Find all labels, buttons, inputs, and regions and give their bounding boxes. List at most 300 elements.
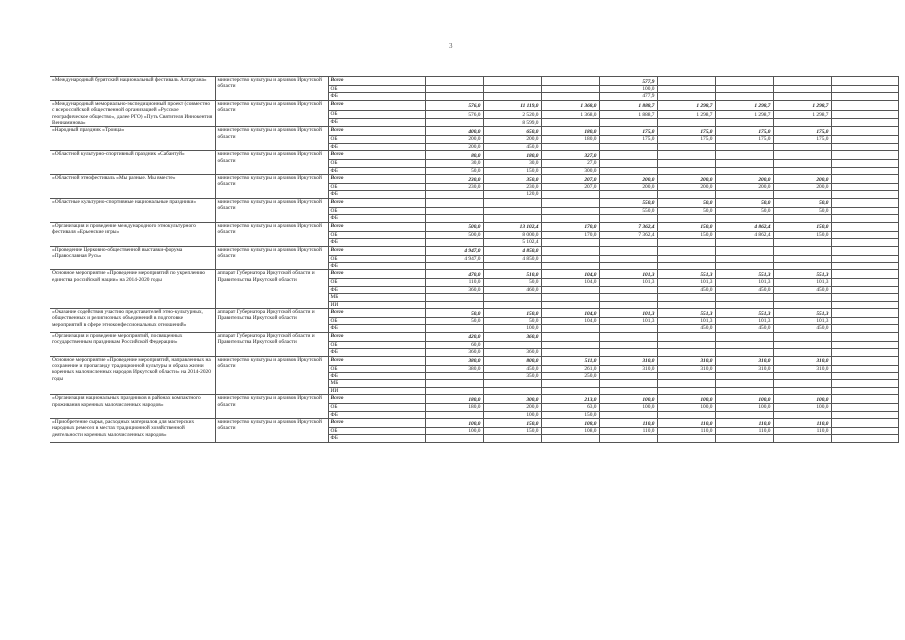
amount-cell: 104,0: [541, 308, 599, 317]
amount-cell: [599, 387, 657, 394]
amount-cell: [599, 349, 657, 356]
amount-cell: [483, 93, 541, 100]
amount-cell: 310,0: [773, 365, 831, 372]
amount-cell: [773, 380, 831, 387]
funding-source: ОБ: [328, 317, 425, 324]
amount-cell: [831, 151, 898, 160]
amount-cell: 511,0: [541, 356, 599, 365]
funding-source: ФБ: [328, 191, 425, 198]
amount-cell: [541, 246, 599, 255]
amount-cell: 4 850,0: [483, 255, 541, 262]
amount-cell: 450,0: [483, 365, 541, 372]
amount-cell: 150,0: [541, 411, 599, 418]
amount-cell: [483, 215, 541, 222]
amount-cell: [541, 301, 599, 308]
funding-source: ФБ: [328, 411, 425, 418]
amount-cell: 650,0: [483, 127, 541, 136]
amount-cell: [425, 387, 483, 394]
amount-cell: [425, 77, 483, 86]
amount-cell: 1 368,0: [541, 100, 599, 110]
amount-cell: 50,0: [425, 317, 483, 324]
amount-cell: [425, 411, 483, 418]
amount-cell: [831, 286, 898, 293]
table-row: [50, 332, 898, 341]
amount-cell: 101,3: [599, 317, 657, 324]
amount-cell: 150,0: [773, 231, 831, 238]
amount-cell: [831, 222, 898, 231]
amount-cell: [425, 93, 483, 100]
amount-cell: 30,0: [483, 160, 541, 167]
amount-cell: [831, 308, 898, 317]
amount-cell: 200,0: [599, 184, 657, 191]
funding-source: ОБ: [328, 184, 425, 191]
amount-cell: [541, 349, 599, 356]
amount-cell: [773, 349, 831, 356]
amount-cell: 110,0: [715, 419, 773, 428]
amount-cell: 551,3: [715, 270, 773, 279]
amount-cell: 310,0: [657, 365, 715, 372]
amount-cell: [831, 239, 898, 246]
amount-cell: [541, 215, 599, 222]
funding-source: ОБ: [328, 279, 425, 286]
amount-cell: 360,0: [425, 349, 483, 356]
amount-cell: [599, 332, 657, 341]
table-row: [50, 308, 898, 317]
executor: министерство культуры и архивов Иркутской области: [215, 100, 328, 127]
amount-cell: 200,0: [715, 175, 773, 184]
amount-cell: [831, 428, 898, 435]
amount-cell: 350,0: [483, 372, 541, 379]
amount-cell: 800,0: [483, 356, 541, 365]
amount-cell: 50,0: [773, 198, 831, 207]
amount-cell: 350,0: [483, 175, 541, 184]
funding-source: ОБ: [328, 255, 425, 262]
executor: министерство культуры и архивов Иркутской области: [215, 356, 328, 395]
amount-cell: 101,3: [715, 279, 773, 286]
amount-cell: 175,0: [599, 127, 657, 136]
amount-cell: 310,0: [773, 356, 831, 365]
amount-cell: 100,0: [657, 395, 715, 404]
amount-cell: [715, 246, 773, 255]
table-row: [50, 270, 898, 279]
executor: министерство культуры и архивов Иркутской области: [215, 175, 328, 199]
table-row: [50, 151, 898, 160]
amount-cell: [483, 301, 541, 308]
funding-source: ФБ: [328, 93, 425, 100]
amount-cell: [715, 239, 773, 246]
amount-cell: [657, 167, 715, 174]
amount-cell: 4 850,0: [483, 246, 541, 255]
amount-cell: [773, 294, 831, 301]
amount-cell: 380,0: [425, 365, 483, 372]
amount-cell: [541, 294, 599, 301]
amount-cell: [541, 435, 599, 442]
amount-cell: 200,0: [715, 184, 773, 191]
amount-cell: 100,0: [425, 419, 483, 428]
funding-source: Всего: [328, 222, 425, 231]
amount-cell: [599, 372, 657, 379]
amount-cell: [599, 341, 657, 348]
amount-cell: [657, 239, 715, 246]
funding-source: ОБ: [328, 404, 425, 411]
amount-cell: [425, 119, 483, 127]
amount-cell: 175,0: [657, 127, 715, 136]
amount-cell: 400,0: [425, 127, 483, 136]
executor: министерство культуры и архивов Иркутской области: [215, 127, 328, 151]
amount-cell: [831, 332, 898, 341]
funding-source: Всего: [328, 332, 425, 341]
amount-cell: 150,0: [483, 419, 541, 428]
amount-cell: 13 102,4: [483, 222, 541, 231]
funding-source: Всего: [328, 395, 425, 404]
amount-cell: 101,3: [599, 279, 657, 286]
funding-source: ФБ: [328, 372, 425, 379]
amount-cell: [599, 215, 657, 222]
executor: министерство культуры и архивов Иркутской области: [215, 419, 328, 443]
amount-cell: [831, 294, 898, 301]
amount-cell: [831, 317, 898, 324]
amount-cell: 50,0: [657, 207, 715, 214]
amount-cell: 207,0: [541, 175, 599, 184]
amount-cell: 1 298,7: [657, 100, 715, 110]
amount-cell: [773, 160, 831, 167]
amount-cell: [657, 255, 715, 262]
funding-source: ОБ: [328, 86, 425, 93]
amount-cell: [831, 127, 898, 136]
amount-cell: [599, 380, 657, 387]
amount-cell: [831, 175, 898, 184]
funding-source: Всего: [328, 308, 425, 317]
table-row: [50, 356, 898, 365]
amount-cell: 310,0: [657, 356, 715, 365]
amount-cell: [483, 262, 541, 269]
amount-cell: [425, 294, 483, 301]
activity-name: «Организация и проведение международного этнокультурного фестиваля «Ерьенские игры»: [50, 222, 215, 246]
amount-cell: 150,0: [657, 231, 715, 238]
executor: министерство культуры и архивов Иркутской области: [215, 198, 328, 222]
amount-cell: [657, 332, 715, 341]
amount-cell: [831, 231, 898, 238]
amount-cell: 477,9: [599, 93, 657, 100]
amount-cell: [541, 198, 599, 207]
amount-cell: [831, 207, 898, 214]
funding-source: ИИ: [328, 387, 425, 394]
amount-cell: [541, 332, 599, 341]
amount-cell: [831, 93, 898, 100]
amount-cell: 180,0: [425, 404, 483, 411]
amount-cell: [657, 411, 715, 418]
amount-cell: [773, 387, 831, 394]
amount-cell: [599, 246, 657, 255]
amount-cell: 450,0: [657, 325, 715, 332]
amount-cell: 8 599,0: [483, 119, 541, 127]
amount-cell: [773, 215, 831, 222]
amount-cell: 200,0: [657, 175, 715, 184]
activity-name: Основное мероприятие «Проведение мероприятий по укреплению единства российской нации» на 2014-2020 годы: [50, 270, 215, 309]
amount-cell: 1 888,7: [599, 100, 657, 110]
amount-cell: [715, 372, 773, 379]
amount-cell: [773, 255, 831, 262]
amount-cell: 360,0: [483, 349, 541, 356]
amount-cell: [773, 411, 831, 418]
amount-cell: 100,0: [599, 395, 657, 404]
amount-cell: [773, 167, 831, 174]
amount-cell: [831, 279, 898, 286]
amount-cell: 500,0: [425, 231, 483, 238]
executor: министерство культуры и архивов Иркутской области: [215, 395, 328, 419]
table-row: [50, 77, 898, 86]
amount-cell: [541, 77, 599, 86]
amount-cell: [657, 143, 715, 150]
amount-cell: 510,0: [483, 270, 541, 279]
executor: министерство культуры и архивов Иркутской области: [215, 246, 328, 270]
amount-cell: [599, 301, 657, 308]
funding-source: МБ: [328, 294, 425, 301]
amount-cell: [599, 151, 657, 160]
amount-cell: 577,9: [599, 77, 657, 86]
funding-source: ИИ: [328, 301, 425, 308]
amount-cell: 551,3: [773, 270, 831, 279]
amount-cell: 180,0: [541, 127, 599, 136]
amount-cell: 360,0: [425, 286, 483, 293]
amount-cell: 175,0: [715, 136, 773, 143]
activity-name: Основное мероприятие «Проведение мероприятий, направленных на сохранение и пропаганду традиционной культуры и образа жизни коренных малочисленных народов Иркутской области» на 2014-2020 годы: [50, 356, 215, 395]
amount-cell: 175,0: [715, 127, 773, 136]
amount-cell: 1 298,7: [773, 110, 831, 118]
amount-cell: 180,0: [483, 151, 541, 160]
amount-cell: [483, 207, 541, 214]
funding-source: ОБ: [328, 365, 425, 372]
amount-cell: [541, 239, 599, 246]
amount-cell: [831, 387, 898, 394]
amount-cell: [831, 246, 898, 255]
funding-source: ФБ: [328, 143, 425, 150]
amount-cell: [657, 372, 715, 379]
amount-cell: [657, 77, 715, 86]
amount-cell: [773, 151, 831, 160]
amount-cell: [541, 255, 599, 262]
amount-cell: [831, 255, 898, 262]
activity-name: «Международный бурятский национальный фестиваль Алтаргана»: [50, 77, 215, 101]
amount-cell: 200,0: [773, 175, 831, 184]
funding-source: Всего: [328, 175, 425, 184]
amount-cell: [599, 239, 657, 246]
amount-cell: 101,3: [773, 317, 831, 324]
amount-cell: 50,0: [715, 207, 773, 214]
executor: аппарат Губернатора Иркутской области и Правительства Иркутской области: [215, 332, 328, 356]
amount-cell: [831, 167, 898, 174]
amount-cell: 450,0: [483, 143, 541, 150]
budget-table: [50, 76, 899, 443]
amount-cell: 104,0: [541, 317, 599, 324]
activity-name: «Областной культурно-спортивный праздник «Сабантуй»: [50, 151, 215, 175]
amount-cell: [599, 286, 657, 293]
amount-cell: 5 102,4: [483, 239, 541, 246]
table-row: [50, 100, 898, 110]
amount-cell: 110,0: [599, 419, 657, 428]
funding-source: ФБ: [328, 262, 425, 269]
amount-cell: [657, 246, 715, 255]
amount-cell: [483, 86, 541, 93]
amount-cell: 4 947,0: [425, 255, 483, 262]
amount-cell: [715, 143, 773, 150]
amount-cell: 100,0: [773, 395, 831, 404]
amount-cell: 100,0: [599, 404, 657, 411]
amount-cell: [657, 435, 715, 442]
page-number: 3: [449, 42, 453, 50]
amount-cell: [773, 239, 831, 246]
funding-source: Всего: [328, 100, 425, 110]
amount-cell: [831, 404, 898, 411]
amount-cell: [425, 372, 483, 379]
amount-cell: [657, 160, 715, 167]
amount-cell: [715, 119, 773, 127]
amount-cell: 450,0: [715, 286, 773, 293]
table-row: [50, 198, 898, 207]
amount-cell: 104,0: [541, 279, 599, 286]
amount-cell: [773, 77, 831, 86]
amount-cell: [715, 191, 773, 198]
amount-cell: 300,0: [483, 395, 541, 404]
amount-cell: 4 862,4: [715, 231, 773, 238]
amount-cell: [831, 411, 898, 418]
amount-cell: 101,3: [657, 317, 715, 324]
amount-cell: 180,0: [425, 395, 483, 404]
activity-name: «Проведение Церковно-общественной выставки-форума «Православная Русь»: [50, 246, 215, 270]
amount-cell: 50,0: [773, 207, 831, 214]
amount-cell: [715, 294, 773, 301]
funding-source: ОБ: [328, 207, 425, 214]
amount-cell: [541, 262, 599, 269]
amount-cell: 100,0: [773, 404, 831, 411]
amount-cell: [715, 86, 773, 93]
amount-cell: 110,0: [715, 428, 773, 435]
amount-cell: [657, 294, 715, 301]
activity-name: «Организация и проведение мероприятий, посвященных государственным праздникам Российской Федерации»: [50, 332, 215, 356]
amount-cell: 550,0: [599, 198, 657, 207]
amount-cell: [541, 207, 599, 214]
amount-cell: [831, 380, 898, 387]
amount-cell: 576,0: [425, 110, 483, 118]
amount-cell: [483, 341, 541, 348]
funding-source: ФБ: [328, 435, 425, 442]
amount-cell: 150,0: [657, 222, 715, 231]
amount-cell: 551,3: [657, 308, 715, 317]
amount-cell: 100,0: [483, 411, 541, 418]
amount-cell: 50,0: [657, 198, 715, 207]
amount-cell: [715, 435, 773, 442]
amount-cell: [657, 191, 715, 198]
amount-cell: [483, 380, 541, 387]
amount-cell: [425, 239, 483, 246]
funding-source: ФБ: [328, 349, 425, 356]
amount-cell: [425, 207, 483, 214]
amount-cell: [599, 143, 657, 150]
amount-cell: [541, 143, 599, 150]
amount-cell: [773, 246, 831, 255]
amount-cell: 50,0: [425, 167, 483, 174]
amount-cell: 450,0: [657, 286, 715, 293]
amount-cell: [599, 325, 657, 332]
amount-cell: 27,0: [541, 160, 599, 167]
amount-cell: [831, 356, 898, 365]
funding-source: ОБ: [328, 160, 425, 167]
amount-cell: [715, 411, 773, 418]
amount-cell: 110,0: [657, 428, 715, 435]
amount-cell: 1 298,7: [715, 110, 773, 118]
funding-source: ФБ: [328, 119, 425, 127]
amount-cell: 150,0: [773, 222, 831, 231]
funding-source: ФБ: [328, 325, 425, 332]
amount-cell: [831, 119, 898, 127]
amount-cell: 310,0: [715, 356, 773, 365]
amount-cell: [715, 77, 773, 86]
amount-cell: [773, 143, 831, 150]
amount-cell: 310,0: [715, 365, 773, 372]
amount-cell: [599, 411, 657, 418]
amount-cell: 551,3: [715, 308, 773, 317]
funding-source: Всего: [328, 151, 425, 160]
amount-cell: [773, 93, 831, 100]
amount-cell: [715, 93, 773, 100]
amount-cell: 4 862,4: [715, 222, 773, 231]
amount-cell: 180,0: [541, 136, 599, 143]
amount-cell: 4 947,0: [425, 246, 483, 255]
amount-cell: 175,0: [599, 136, 657, 143]
amount-cell: 310,0: [599, 356, 657, 365]
amount-cell: 150,0: [483, 167, 541, 174]
amount-cell: [715, 341, 773, 348]
funding-source: ОБ: [328, 231, 425, 238]
amount-cell: [599, 119, 657, 127]
funding-source: Всего: [328, 127, 425, 136]
funding-source: Всего: [328, 198, 425, 207]
amount-cell: [541, 191, 599, 198]
amount-cell: [831, 86, 898, 93]
amount-cell: 175,0: [773, 127, 831, 136]
amount-cell: [715, 151, 773, 160]
activity-name: «Областные культурно-спортивные национальные праздники»: [50, 198, 215, 222]
amount-cell: 230,0: [483, 184, 541, 191]
table-row: [50, 127, 898, 136]
amount-cell: [425, 380, 483, 387]
amount-cell: [831, 395, 898, 404]
amount-cell: [773, 86, 831, 93]
table-row: [50, 395, 898, 404]
amount-cell: 300,0: [541, 167, 599, 174]
executor: аппарат Губернатора Иркутской области и Правительства Иркутской области: [215, 308, 328, 332]
amount-cell: [483, 294, 541, 301]
amount-cell: [831, 160, 898, 167]
amount-cell: 170,0: [541, 231, 599, 238]
amount-cell: 207,0: [541, 184, 599, 191]
amount-cell: [541, 286, 599, 293]
activity-name: «Приобретение сырья, расходных материалов для мастерских народных ремесел в местах традиционной хозяйственной деятельности коренных малочисленных народов»: [50, 419, 215, 443]
amount-cell: 101,3: [599, 270, 657, 279]
amount-cell: [483, 77, 541, 86]
amount-cell: 213,0: [541, 395, 599, 404]
amount-cell: 450,0: [773, 286, 831, 293]
amount-cell: [657, 301, 715, 308]
amount-cell: [657, 349, 715, 356]
amount-cell: [483, 435, 541, 442]
amount-cell: 120,0: [483, 191, 541, 198]
amount-cell: [541, 325, 599, 332]
amount-cell: [541, 93, 599, 100]
table-row: [50, 419, 898, 428]
amount-cell: 1 298,7: [773, 100, 831, 110]
amount-cell: 551,3: [773, 308, 831, 317]
